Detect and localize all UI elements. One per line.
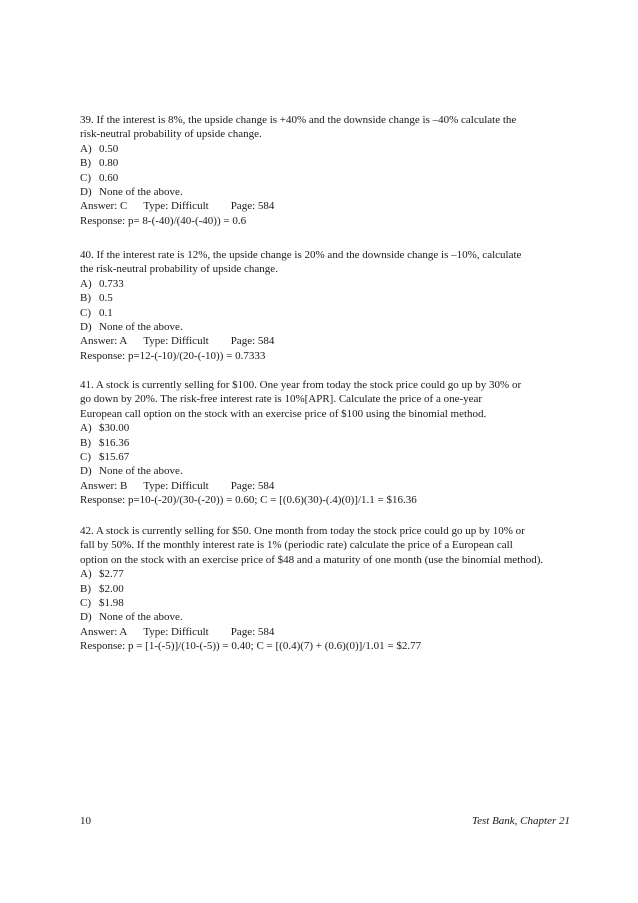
page-reference: Page: 584 (230, 479, 275, 492)
question-stem-line: risk-neutral probability of upside change. (80, 128, 262, 141)
question-stem-line: European call option on the stock with an exercise price of $100 using the binomial method. (80, 407, 487, 420)
answer-meta (80, 625, 570, 639)
question-stem-line: fall by 50%. If the monthly interest rate is 1% (periodic rate) calculate the price of a European call (80, 539, 513, 552)
answer-option-c: C) 0.1 (80, 306, 113, 319)
page-footer (80, 814, 570, 828)
question-stem-line: 42. A stock is currently selling for $50. One month from today the stock price could go up by 10% or (80, 525, 525, 537)
answer-option-c: C) 0.60 (80, 171, 119, 184)
difficulty-type: Type: Difficult (143, 335, 209, 348)
answer-option-b: B) 0.5 (80, 292, 113, 305)
answer-meta (80, 199, 570, 213)
answer-option-b: B) $2.00 (80, 582, 124, 595)
answer-key: Answer: A (80, 625, 128, 638)
difficulty-type: Type: Difficult (143, 200, 209, 213)
page-number: 10 (80, 815, 91, 827)
question-39 (80, 113, 570, 228)
question-stem-line: go down by 20%. The risk-free interest rate is 10%[APR]. Calculate the price of a one-year (80, 393, 483, 406)
page-reference: Page: 584 (230, 335, 275, 348)
answer-key: Answer: A (80, 335, 128, 348)
answer-option-a: A) $30.00 (80, 422, 130, 435)
answer-option-c: C) $1.98 (80, 597, 124, 610)
answer-option-d: D) None of the above. (80, 321, 183, 334)
answer-meta (80, 334, 570, 348)
answer-option-a: A) 0.733 (80, 277, 124, 290)
answer-option-c: C) $15.67 (80, 451, 130, 464)
answer-option-d: D) None of the above. (80, 611, 183, 624)
question-stem-line: 40. If the interest rate is 12%, the upside change is 20% and the downside change is –10%, calculate (80, 249, 522, 261)
answer-option-b: B) 0.80 (80, 157, 119, 170)
answer-key: Answer: C (80, 200, 128, 213)
answer-option-d: D) None of the above. (80, 465, 183, 478)
page-reference: Page: 584 (230, 200, 275, 213)
response-explanation: Response: p = [1-(-5)]/(10-(-5)) = 0.40; C = [(0.4)(7) + (0.6)(0)]/1.01 = $2.77 (80, 640, 422, 653)
answer-option-d: D) None of the above. (80, 186, 183, 199)
response-explanation: Response: p=10-(-20)/(30-(-20)) = 0.60; C = [(0.6)(30)-(.4)(0)]/1.1 = $16.36 (80, 494, 417, 507)
answer-option-a: A) 0.50 (80, 142, 119, 155)
question-40 (80, 248, 570, 363)
question-42 (80, 524, 570, 654)
answer-option-b: B) $16.36 (80, 436, 130, 449)
question-stem-line: option on the stock with an exercise price of $48 and a maturity of one month (use the binomial method). (80, 553, 544, 566)
page-reference: Page: 584 (230, 625, 275, 638)
question-stem-line: 41. A stock is currently selling for $100. One year from today the stock price could go up by 30% or (80, 379, 522, 391)
difficulty-type: Type: Difficult (143, 479, 209, 492)
chapter-label: Test Bank, Chapter 21 (472, 815, 570, 827)
answer-option-a: A) $2.77 (80, 568, 124, 581)
question-41 (80, 378, 570, 508)
response-explanation: Response: p=12-(-10)/(20-(-10)) = 0.7333 (80, 349, 266, 362)
response-explanation: Response: p= 8-(-40)/(40-(-40)) = 0.6 (80, 214, 247, 227)
question-stem-line: the risk-neutral probability of upside change. (80, 263, 278, 276)
question-stem-line: 39. If the interest is 8%, the upside change is +40% and the downside change is –40% calculate the (80, 114, 517, 126)
answer-meta (80, 479, 570, 493)
difficulty-type: Type: Difficult (143, 625, 209, 638)
answer-key: Answer: B (80, 479, 128, 492)
